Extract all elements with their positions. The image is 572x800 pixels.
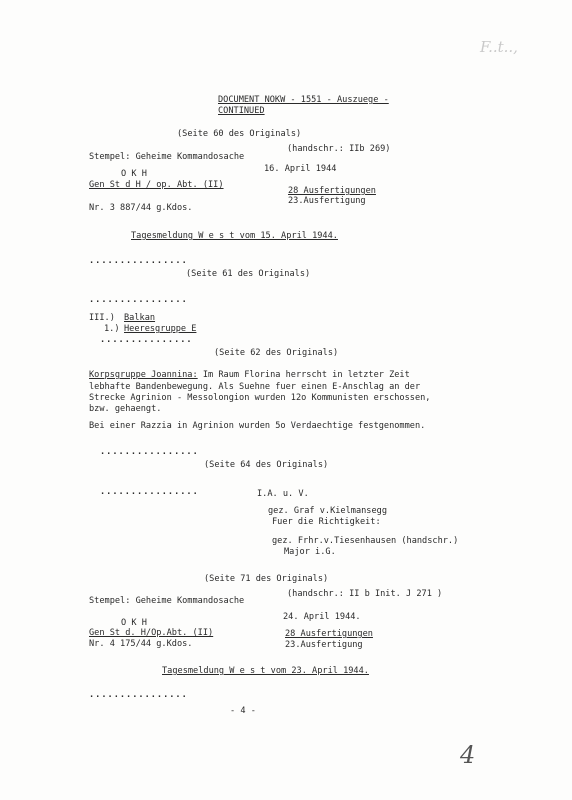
nr-1: Nr. 3 887/44 g.Kdos. — [89, 203, 193, 213]
signature-rank: Major i.G. — [284, 547, 336, 557]
section-number-balkan: III.) — [89, 313, 115, 323]
page-number: - 4 - — [230, 706, 256, 716]
ellipsis-line: ................ — [100, 487, 199, 497]
korpsgruppe-label: Korpsgruppe Joannina: — [89, 370, 198, 380]
date-2: 24. April 1944. — [283, 612, 361, 622]
korpsgruppe-paragraph-line1 — [89, 371, 410, 380]
ausfertigungen-1: 28 Ausfertigungen — [288, 186, 376, 196]
section-number-heeresgruppe: 1.) — [104, 324, 120, 334]
handschr-2: (handschr.: II b Init. J 271 ) — [287, 589, 443, 599]
signature-gez-2: gez. Frhr.v.Tiesenhausen (handschr.) — [272, 536, 459, 546]
section-heeresgruppe: Heeresgruppe E — [124, 324, 197, 334]
korpsgruppe-text-3: Strecke Agrinion - Messolongion wurden 12o Kommunisten erschossen, — [89, 393, 431, 403]
gen-st-2: Gen St d. H/Op.Abt. (II) — [89, 628, 214, 638]
tagesmeldung-1: Tagesmeldung W e s t vom 15. April 1944. — [131, 231, 338, 241]
ellipsis-line: ................ — [89, 690, 188, 700]
ausfertigungen-2: 28 Ausfertigungen — [285, 629, 373, 639]
seite-64-label: (Seite 64 des Originals) — [204, 460, 329, 470]
stempel-1: Stempel: Geheime Kommandosache — [89, 152, 245, 162]
signature-ia: I.A. u. V. — [257, 489, 309, 499]
ellipsis-line: ................ — [89, 295, 188, 305]
seite-62-label: (Seite 62 des Originals) — [214, 348, 339, 358]
handschr-1: (handschr.: IIb 269) — [287, 144, 391, 154]
gen-st-1: Gen St d H / op. Abt. (II) — [89, 180, 224, 190]
date-1: 16. April 1944 — [264, 164, 337, 174]
nr-2: Nr. 4 175/44 g.Kdos. — [89, 639, 193, 649]
korpsgruppe-text-2: lebhafte Bandenbewegung. Als Suehne fuer einen E-Anschlag an der — [89, 382, 421, 392]
razzia-text: Bei einer Razzia in Agrinion wurden 5o Verdaechtige festgenommen. — [89, 421, 426, 431]
corner-mark: F..t.., — [480, 38, 518, 56]
korpsgruppe-text-4: bzw. gehaengt. — [89, 404, 162, 414]
ausfertigung-2: 23.Ausfertigung — [285, 640, 363, 650]
ausfertigung-1: 23.Ausfertigung — [288, 196, 366, 206]
seite-61-label: (Seite 61 des Originals) — [186, 269, 311, 279]
ellipsis-line: ................ — [100, 447, 199, 457]
document-header-line2: CONTINUED — [218, 106, 265, 116]
fuer-richtigkeit: Fuer die Richtigkeit: — [272, 517, 381, 527]
seite-71-label: (Seite 71 des Originals) — [204, 574, 329, 584]
stempel-2: Stempel: Geheime Kommandosache — [89, 596, 245, 606]
handwritten-page-number: 4 — [460, 741, 476, 769]
signature-gez-1: gez. Graf v.Kielmansegg — [268, 506, 387, 516]
section-balkan: Balkan — [124, 313, 156, 323]
korpsgruppe-text-1: Im Raum Florina herrscht in letzter Zeit — [197, 370, 410, 380]
document-header-line1: DOCUMENT NOKW - 1551 - Auszuege - — [218, 95, 389, 105]
okh-1: O K H — [121, 169, 147, 179]
ellipsis-line: ................ — [89, 256, 188, 266]
tagesmeldung-2: Tagesmeldung W e s t vom 23. April 1944. — [162, 666, 369, 676]
okh-2: O K H — [121, 618, 147, 628]
seite-60-label: (Seite 60 des Originals) — [177, 129, 302, 139]
ellipsis-line: ............... — [100, 335, 193, 345]
